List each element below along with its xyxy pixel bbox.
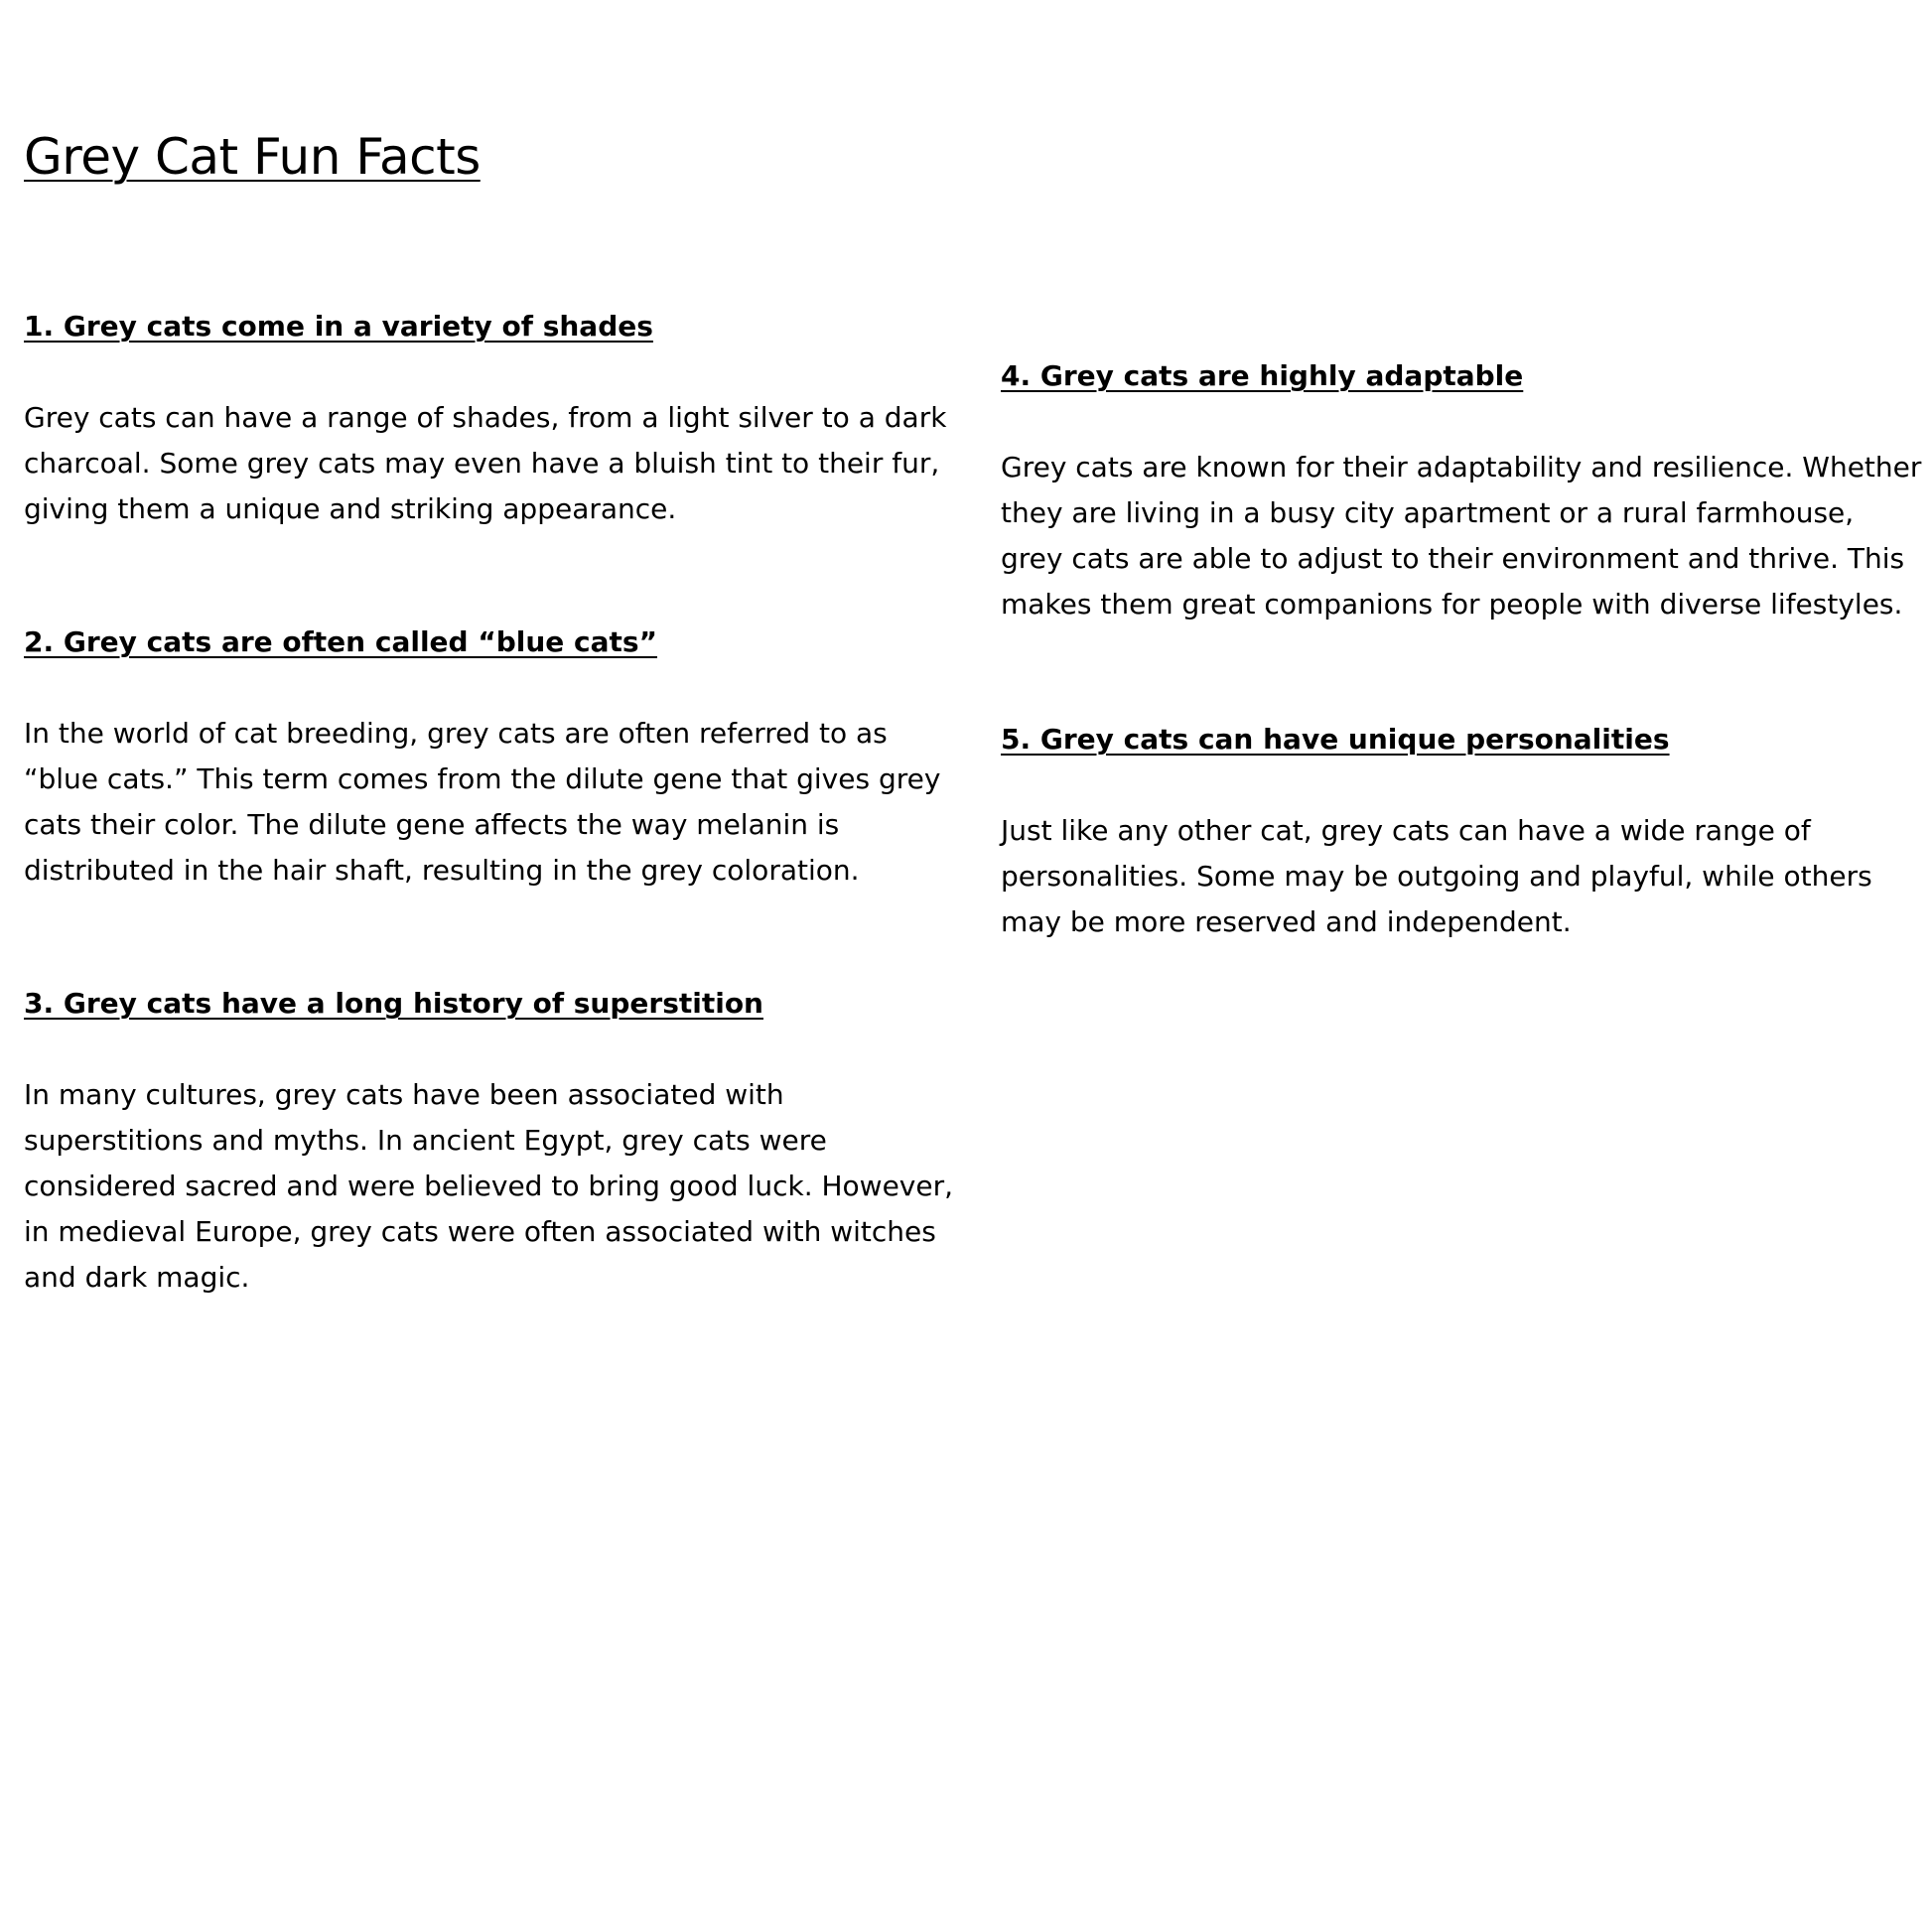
fact-body: Just like any other cat, grey cats can have a wide range of personalities. Some may be outgoing and playful, while others may be more reserved and independent.	[1001, 814, 1872, 938]
fact-section-2	[24, 621, 962, 894]
fact-heading: 2. Grey cats are often called “blue cats”	[24, 625, 657, 658]
fact-section-5	[1001, 719, 1924, 945]
fact-heading: 1. Grey cats come in a variety of shades	[24, 310, 653, 343]
fact-heading: 4. Grey cats are highly adaptable	[1001, 359, 1524, 392]
page-title: Grey Cat Fun Facts	[24, 128, 481, 186]
fact-section-1	[24, 306, 962, 532]
fact-body: In the world of cat breeding, grey cats are often referred to as “blue cats.” This term comes from the dilute gene that gives grey cats their color. The dilute gene affects the way melanin is distributed in the hair shaft, resulting in the grey coloration.	[24, 717, 941, 887]
fact-section-4	[1001, 355, 1924, 627]
right-column	[1001, 355, 1924, 945]
fact-body: Grey cats can have a range of shades, from a light silver to a dark charcoal. Some grey cats may even have a bluish tint to their fur, giving them a unique and striking appearance.	[24, 401, 947, 525]
fact-heading: 3. Grey cats have a long history of superstition	[24, 987, 763, 1020]
fact-body: Grey cats are known for their adaptability and resilience. Whether they are living in a busy city apartment or a rural farmhouse, grey cats are able to adjust to their environment and thrive. This makes them great companions for people with diverse lifestyles.	[1001, 451, 1922, 621]
fact-section-3	[24, 983, 962, 1301]
fact-heading: 5. Grey cats can have unique personalities	[1001, 723, 1670, 756]
fact-body: In many cultures, grey cats have been associated with superstitions and myths. In ancient Egypt, grey cats were considered sacred and were believed to bring good luck. However, in medieval Europe, grey cats were often associated with witches and dark magic.	[24, 1078, 954, 1294]
left-column	[24, 306, 962, 1301]
